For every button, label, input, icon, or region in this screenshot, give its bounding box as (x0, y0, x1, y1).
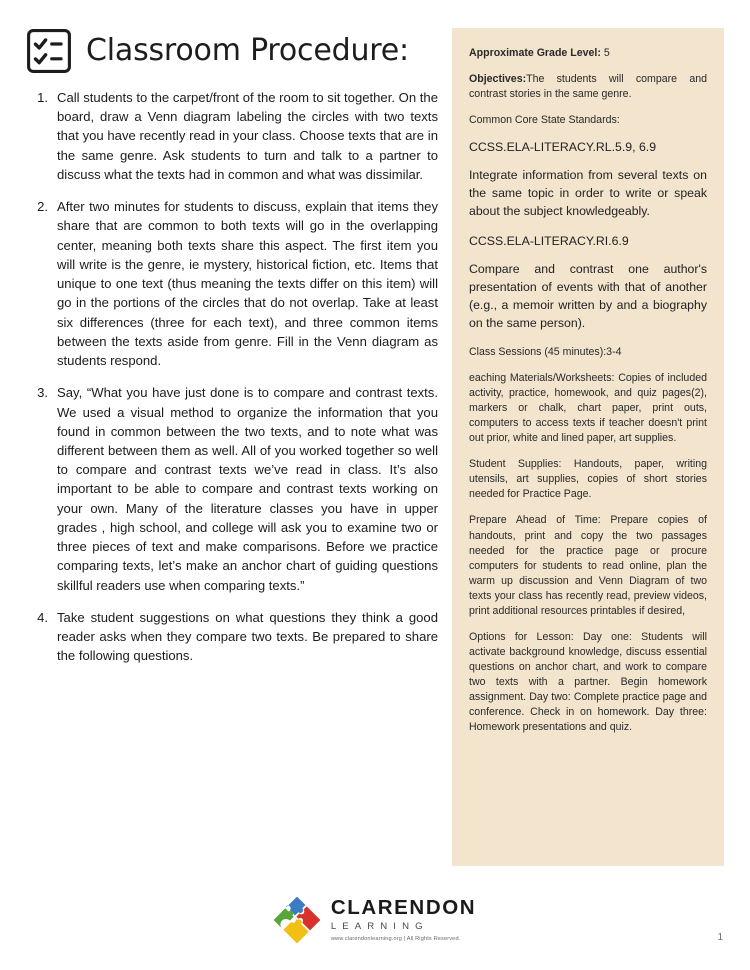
logo-subtitle: LEARNING (330, 920, 429, 932)
standard-1-code: CCSS.ELA-LITERACY.RL.5.9, 6.9 (469, 140, 657, 155)
lesson-info-sidebar (452, 28, 724, 866)
objectives-label: Objectives: (469, 73, 527, 86)
objectives-row (469, 72, 707, 102)
logo-url: www.clarendonlearning.org | All Rights Reserved. (330, 935, 461, 942)
page-title: Classroom Procedure: (86, 33, 409, 69)
standard-1-text: Integrate information from several texts on the same topic in order to write or speak about the subject knowledgeably. (469, 168, 707, 219)
teaching-materials: eaching Materials/Worksheets: Copies of included activity, practice, homewook, and quiz pages(2), markers or chalk, chart paper, print outs, computers to access texts if teacher doesn't print out prior, white and lined paper, art supplies. (469, 372, 707, 445)
standard-2-text: Compare and contrast one author's presentation of events with that of another (e.g., a memoir written by and a biography on the same person). (469, 262, 707, 331)
step-text: Say, “What you have just done is to compare and contrast texts. We used a visual method to organize the information that you found in common between the two texts, and to note what was different between them as well. All of you worked together so well to compare and contrast texts we’ve read in class. It’s also important to be able to compare and contrast texts working on your own. Many of the literature classes you have in upper grades , high school, and college will ask you to examine two or three pieces of text and make comparisons. Before we practice comparing texts, let’s make an anchor chart of guiding questions skillful readers use when comparing texts.” (57, 385, 438, 593)
objectives-value: The students will compare and contrast stories in the same genre. (469, 73, 707, 101)
procedure-column (26, 28, 438, 679)
options-for-lesson: Options for Lesson: Day one: Students will activate background knowledge, discuss essential questions on anchor chart, and work to compare two texts with a partner. Begin homework assignment. Day two: Complete practice page and conference. Check in on homework. Day three: Homework presentations and quiz. (469, 630, 707, 733)
grade-level-value: 5 (600, 47, 610, 59)
puzzle-logo-icon (274, 897, 320, 943)
grade-level-row (469, 46, 707, 61)
logo-name: CLARENDON (330, 896, 477, 920)
page-title-row (26, 28, 438, 74)
grade-level-label: Approximate Grade Level: (469, 47, 601, 59)
step-number: 1. (37, 90, 48, 105)
logo-text-block (331, 898, 476, 941)
procedure-step-3 (26, 383, 438, 595)
checklist-icon (26, 28, 72, 74)
clarendon-logo (274, 897, 476, 943)
prepare-ahead-of-time: Prepare Ahead of Time: Prepare copies of handouts, print and copy the two passages needed for the practice page or procure computers for students to read online, plan the warm up discussion and Venn Diagram of two texts your class has recently read, preview videos, print additional resources printables if desired, (469, 514, 707, 617)
procedure-list (26, 88, 438, 666)
step-number: 2. (37, 199, 48, 215)
procedure-step-1 (26, 88, 438, 184)
step-text: Call students to the carpet/front of the room to sit together. On the board, draw a Venn diagram labeling the circles with two texts that you have recently read in your class. Choose texts that are in the same genre. Ask students to turn and talk to a partner to discuss what the texts had in common and what was dissimilar. (57, 90, 438, 182)
class-sessions: Class Sessions (45 minutes):3-4 (469, 346, 622, 359)
page-number: 1 (717, 932, 723, 943)
standard-2-code: CCSS.ELA-LITERACY.RI.6.9 (469, 234, 629, 249)
step-number: 4. (37, 609, 48, 625)
step-text: Take student suggestions on what questions they think a good reader asks when they compare two texts. Be prepared to share the following questions. (57, 609, 438, 664)
procedure-step-4 (26, 608, 438, 666)
student-supplies: Student Supplies: Handouts, paper, writing utensils, art supplies, copies of short stories needed for Practice Page. (469, 458, 707, 501)
procedure-step-2 (26, 197, 438, 370)
page-footer (0, 897, 750, 943)
step-text: After two minutes for students to discuss, explain that items they share that are common to both texts will go in the overlapping center, meaning both texts share this aspect. The first item you will write is the genre, ie mystery, historical fiction, etc. Items that unique to one text (thus meaning the texts differ on this item) will go in the portions of the circles that do not overlap. Take at least six differences (three for each text), and three common items between the texts aside from genre. Fill in the Venn diagram as students respond. (57, 199, 438, 369)
ccss-heading: Common Core State Standards: (469, 114, 620, 127)
step-number: 3. (37, 385, 48, 401)
